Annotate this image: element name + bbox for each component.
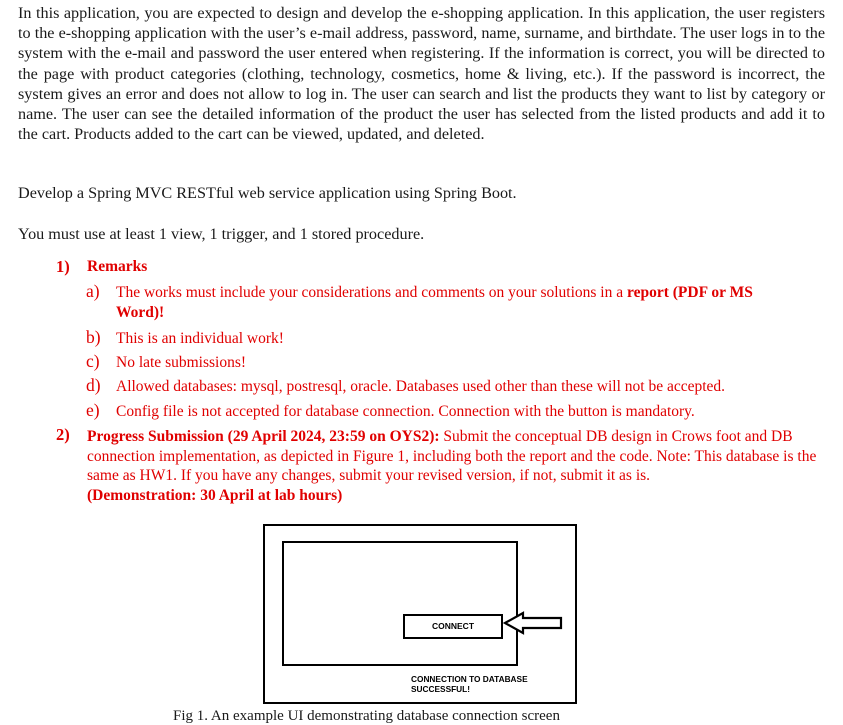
connect-button[interactable]: CONNECT <box>403 614 503 639</box>
remark-d-letter: d) <box>86 375 101 395</box>
intro-paragraph: In this application, you are expected to design and develop the e-shopping application. In this application, the user registers to the e-shopping application with the user’s e-mail address, password, name, surname, and birthdate. The user logs in to the system with the e-mail and password the user entered when registering. If the information is correct, you will be directed to the page with product categories (clothing, technology, cosmetics, home & living, etc.). If the password is incorrect, the system gives an error and does not allow to log in. The user can search and list the products they want to list by category or name. The user can see the detailed information of the product the user has selected from the listed products and add it to the cart. Products added to the cart can be viewed, updated, and deleted. <box>18 4 825 144</box>
remarks-title: Remarks <box>87 258 148 275</box>
develop-paragraph: Develop a Spring MVC RESTful web service application using Spring Boot. <box>18 184 517 202</box>
document-page <box>18 0 825 243</box>
progress-demo: (Demonstration: 30 April at lab hours) <box>87 486 343 504</box>
progress-number: 2) <box>56 425 70 444</box>
remark-c-letter: c) <box>86 351 100 371</box>
progress-paragraph <box>87 427 827 505</box>
remark-b-text: This is an individual work! <box>116 330 284 347</box>
status-line-2: SUCCESSFUL! <box>411 684 471 694</box>
connection-status-message <box>411 674 571 694</box>
progress-title: Progress Submission (29 April 2024, 23:59 on OYS2): <box>87 428 440 445</box>
remark-a-letter: a) <box>86 281 100 301</box>
figure-window <box>282 541 518 666</box>
remark-d-text: Allowed databases: mysql, postresql, oracle. Databases used other than these will not be accepted. <box>116 378 726 395</box>
remarks-number: 1) <box>56 257 70 276</box>
remark-b-letter: b) <box>86 327 101 347</box>
figure-caption: Fig 1. An example UI demonstrating database connection screen <box>173 708 560 724</box>
status-line-1: CONNECTION TO DATABASE <box>411 674 528 684</box>
arrow-left-icon <box>503 611 565 635</box>
remark-a-body: The works must include your considerations and comments on your solutions in a <box>116 284 627 301</box>
remark-a-text <box>116 283 796 322</box>
remark-a-bold: report (PDF or MS Word)! <box>116 284 753 321</box>
remark-e-letter: e) <box>86 400 100 420</box>
requirement-paragraph: You must use at least 1 view, 1 trigger, and 1 stored procedure. <box>18 225 425 243</box>
progress-body: Submit the conceptual DB design in Crows foot and DB connection implementation, as depicted in Figure 1, including both the report and the code. Note: This database is the same as HW1. If you have any changes, submit your revised version, if not, submit it as is. <box>87 428 817 484</box>
remark-e-text: Config file is not accepted for database connection. Connection with the button is mandatory. <box>116 403 695 420</box>
remark-c-text: No late submissions! <box>116 354 247 371</box>
